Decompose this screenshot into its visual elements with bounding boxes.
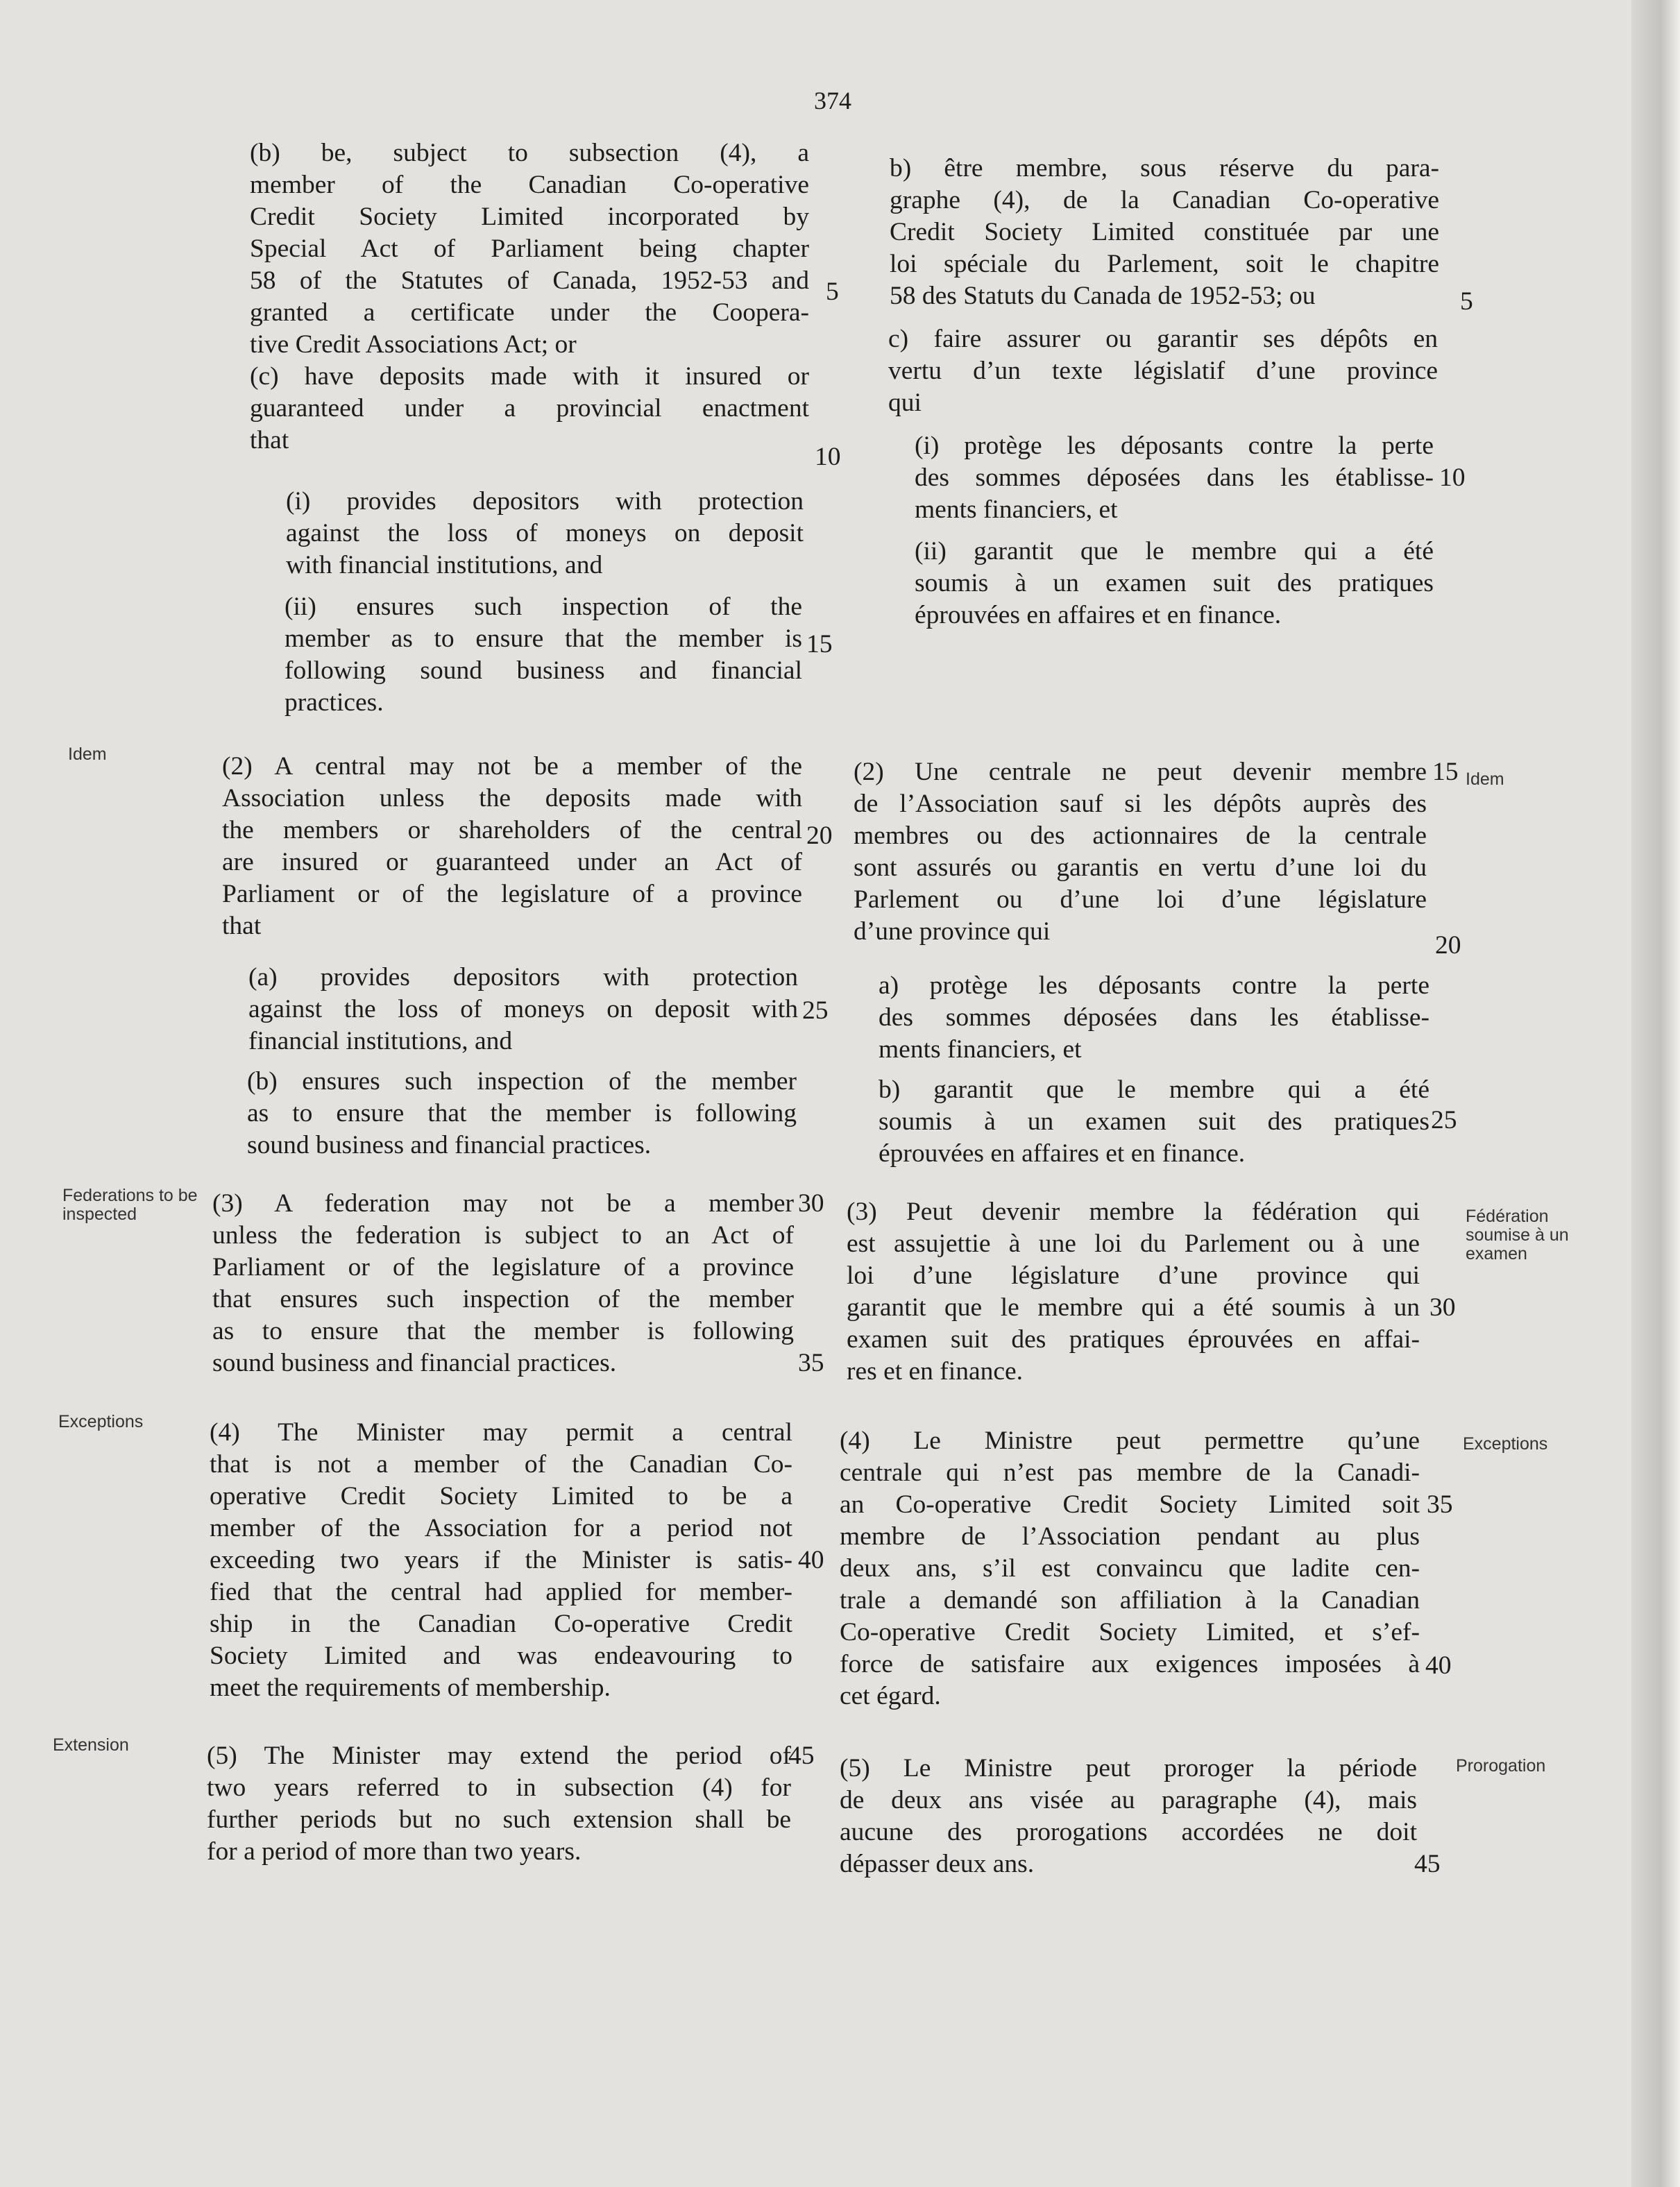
text-line: granted a certificate under the Coopera- — [250, 298, 809, 327]
text-line: ments financiers, et — [879, 1035, 1082, 1064]
text-line: centrale qui n’est pas membre de la Canadi- — [840, 1458, 1420, 1487]
text-line: (i) protège les déposants contre la perte — [915, 432, 1434, 460]
text-line: des sommes déposées dans les établisse- — [915, 463, 1434, 492]
text-line: tive Credit Associations Act; or — [250, 330, 577, 359]
fr-line-number: 10 — [1439, 463, 1466, 492]
text-line: ship in the Canadian Co-operative Credit — [210, 1610, 792, 1638]
marginal-note-en: Extension — [53, 1735, 129, 1755]
text-line: examen suit des pratiques éprouvées en affai- — [847, 1325, 1420, 1354]
text-line: soumis à un examen suit des pratiques — [915, 569, 1434, 597]
marginal-note-en: Federations to be inspected — [62, 1186, 198, 1224]
en-line-number: 35 — [798, 1349, 824, 1377]
fr-para-c — [888, 323, 1438, 419]
text-line: cet égard. — [840, 1682, 941, 1710]
text-line: b) garantit que le membre qui a été — [879, 1075, 1429, 1104]
fr-subpara-ii — [915, 536, 1434, 631]
text-line: vertu d’un texte législatif d’une province — [888, 357, 1438, 385]
text-line: exceeding two years if the Minister is satis- — [210, 1546, 792, 1574]
text-line: 58 of the Statutes of Canada, 1952-53 and — [250, 266, 809, 295]
text-line: fied that the central had applied for member- — [210, 1578, 792, 1606]
text-line: for a period of more than two years. — [207, 1837, 582, 1866]
marginal-note-en: Exceptions — [58, 1412, 144, 1431]
en-para-b — [250, 137, 809, 361]
text-line: loi d’une législature d’une province qui — [847, 1261, 1420, 1290]
text-line: d’une province qui — [854, 917, 1051, 946]
text-line: force de satisfaire aux exigences imposées à — [840, 1650, 1420, 1678]
marginal-note-fr: Exceptions — [1463, 1434, 1548, 1454]
en-subsection-3 — [212, 1188, 794, 1379]
text-line: Association unless the deposits made with — [222, 784, 802, 812]
text-line: res et en finance. — [847, 1357, 1024, 1386]
text-line: as to ensure that the member is following — [212, 1317, 794, 1345]
text-line: member as to ensure that the member is — [285, 624, 802, 653]
en-line-number: 45 — [788, 1742, 815, 1770]
text-line: practices. — [285, 688, 384, 717]
fr-line-number: 20 — [1435, 931, 1461, 960]
text-line: Parlement ou d’une loi d’une législature — [854, 885, 1427, 914]
fr-subpara-i — [915, 430, 1434, 526]
text-line: against the loss of moneys on deposit with — [248, 995, 798, 1023]
text-line: guaranteed under a provincial enactment — [250, 394, 809, 423]
text-line: (3) Peut devenir membre la fédération qui — [847, 1198, 1420, 1226]
text-line: b) être membre, sous réserve du para- — [890, 154, 1439, 182]
text-line: des sommes déposées dans les établisse- — [879, 1003, 1429, 1032]
en-subpara-ii — [285, 591, 802, 719]
en-subsection-2 — [222, 751, 802, 942]
fr-subsection-2 — [854, 756, 1427, 948]
text-line: meet the requirements of membership. — [210, 1674, 611, 1702]
fr-line-number: 15 — [1432, 758, 1459, 786]
text-line: Special Act of Parliament being chapter — [250, 235, 809, 263]
text-line: further periods but no such extension shall be — [207, 1805, 791, 1834]
text-line: with financial institutions, and — [286, 551, 603, 579]
text-line: éprouvées en affaires et en finance. — [915, 601, 1282, 629]
text-line: (4) Le Ministre peut permettre qu’une — [840, 1427, 1420, 1455]
text-line: qui — [888, 389, 922, 417]
text-line: de l’Association sauf si les dépôts auprès des — [854, 790, 1427, 818]
text-line: that — [250, 426, 289, 454]
text-line: following sound business and financial — [285, 656, 802, 685]
fr-subsection-3 — [847, 1196, 1420, 1388]
fr-line-number: 25 — [1431, 1106, 1457, 1134]
text-line: dépasser deux ans. — [840, 1850, 1035, 1878]
text-line: Parliament or of the legislature of a province — [212, 1253, 794, 1282]
text-line: Society Limited and was endeavouring to — [210, 1642, 792, 1670]
text-line: c) faire assurer ou garantir ses dépôts en — [888, 325, 1438, 353]
en-line-number: 5 — [826, 278, 839, 306]
text-line: Parliament or of the legislature of a province — [222, 880, 802, 908]
text-line: financial institutions, and — [248, 1027, 513, 1055]
text-line: (b) be, subject to subsection (4), a — [250, 139, 809, 167]
text-line: trale a demandé son affiliation à la Canadian — [840, 1586, 1420, 1615]
text-line: ments financiers, et — [915, 495, 1118, 524]
text-line: (5) The Minister may extend the period of — [207, 1742, 791, 1770]
fr-line-number: 40 — [1425, 1651, 1452, 1680]
text-line: garantit que le membre qui a été soumis à un — [847, 1293, 1420, 1322]
en-para-c — [250, 361, 809, 457]
text-line: (b) ensures such inspection of the member — [247, 1067, 797, 1096]
text-line: Co-operative Credit Society Limited, et s’ef- — [840, 1618, 1420, 1646]
en-line-number: 25 — [802, 996, 829, 1025]
text-line: (2) A central may not be a member of the — [222, 752, 802, 781]
text-line: loi spéciale du Parlement, soit le chapitre — [890, 250, 1439, 278]
text-line: that is not a member of the Canadian Co- — [210, 1450, 792, 1479]
text-line: against the loss of moneys on deposit — [286, 519, 804, 547]
en-subpara-i — [286, 486, 804, 581]
text-line: member of the Association for a period not — [210, 1514, 792, 1542]
fr-para-2b — [879, 1074, 1429, 1170]
text-line: graphe (4), de la Canadian Co-operative — [890, 186, 1439, 214]
text-line: aucune des prorogations accordées ne doit — [840, 1818, 1417, 1846]
text-line: (ii) garantit que le membre qui a été — [915, 537, 1434, 565]
text-line: de deux ans visée au paragraphe (4), mais — [840, 1786, 1417, 1814]
marginal-note-en: Idem — [68, 744, 107, 764]
en-para-2a — [248, 962, 798, 1057]
text-line: (c) have deposits made with it insured or — [250, 362, 809, 391]
text-line: operative Credit Society Limited to be a — [210, 1482, 792, 1511]
en-line-number: 20 — [806, 822, 833, 850]
text-line: éprouvées en affaires et en finance. — [879, 1139, 1246, 1168]
text-line: (ii) ensures such inspection of the — [285, 593, 802, 621]
en-subsection-5 — [207, 1740, 791, 1868]
text-line: as to ensure that the member is following — [247, 1099, 797, 1127]
text-line: two years referred to in subsection (4) for — [207, 1773, 791, 1802]
text-line: membre de l’Association pendant au plus — [840, 1522, 1420, 1551]
fr-subsection-5 — [840, 1753, 1417, 1880]
en-subsection-4 — [210, 1417, 792, 1704]
text-line: (a) provides depositors with protection — [248, 963, 798, 992]
text-line: Credit Society Limited incorporated by — [250, 203, 809, 231]
text-line: sound business and financial practices. — [247, 1131, 652, 1159]
text-line: sound business and financial practices. — [212, 1349, 617, 1377]
fr-line-number: 45 — [1414, 1850, 1441, 1878]
text-line: unless the federation is subject to an Act of — [212, 1221, 794, 1250]
en-line-number: 30 — [798, 1189, 824, 1218]
marginal-note-fr: Fédération soumise à un examen — [1466, 1207, 1569, 1263]
text-line: member of the Canadian Co-operative — [250, 171, 809, 199]
text-line: est assujettie à une loi du Parlement ou à une — [847, 1229, 1420, 1258]
text-line: (3) A federation may not be a member — [212, 1189, 794, 1218]
text-line: (5) Le Ministre peut proroger la période — [840, 1754, 1417, 1782]
en-line-number: 10 — [815, 443, 841, 471]
text-line: that — [222, 912, 262, 940]
marginal-note-fr: Idem — [1466, 769, 1504, 789]
en-line-number: 40 — [798, 1546, 824, 1574]
fr-line-number: 5 — [1460, 287, 1473, 316]
en-line-number: 15 — [806, 630, 833, 658]
text-line: (4) The Minister may permit a central — [210, 1418, 792, 1447]
fr-para-b — [890, 153, 1439, 312]
fr-para-2a — [879, 970, 1429, 1066]
text-line: a) protège les déposants contre la perte — [879, 971, 1429, 1000]
text-line: the members or shareholders of the central — [222, 816, 802, 844]
fr-line-number: 30 — [1429, 1293, 1456, 1322]
text-line: 58 des Statuts du Canada de 1952-53; ou — [890, 282, 1316, 310]
fr-subsection-4 — [840, 1425, 1420, 1712]
text-line: (2) Une centrale ne peut devenir membre — [854, 758, 1427, 786]
text-line: an Co-operative Credit Society Limited soit — [840, 1490, 1420, 1519]
text-line: deux ans, s’il est convaincu que ladite cen- — [840, 1554, 1420, 1583]
text-line: that ensures such inspection of the member — [212, 1285, 794, 1313]
marginal-note-fr: Prorogation — [1456, 1756, 1546, 1776]
text-line: soumis à un examen suit des pratiques — [879, 1107, 1429, 1136]
text-line: (i) provides depositors with protection — [286, 487, 804, 516]
page-number: 374 — [814, 87, 851, 114]
text-line: sont assurés ou garantis en vertu d’une loi du — [854, 853, 1427, 882]
fr-line-number: 35 — [1427, 1490, 1453, 1519]
en-para-2b — [247, 1066, 797, 1161]
text-line: membres ou des actionnaires de la centrale — [854, 822, 1427, 850]
text-line: Credit Society Limited constituée par une — [890, 218, 1439, 246]
text-line: are insured or guaranteed under an Act of — [222, 848, 802, 876]
